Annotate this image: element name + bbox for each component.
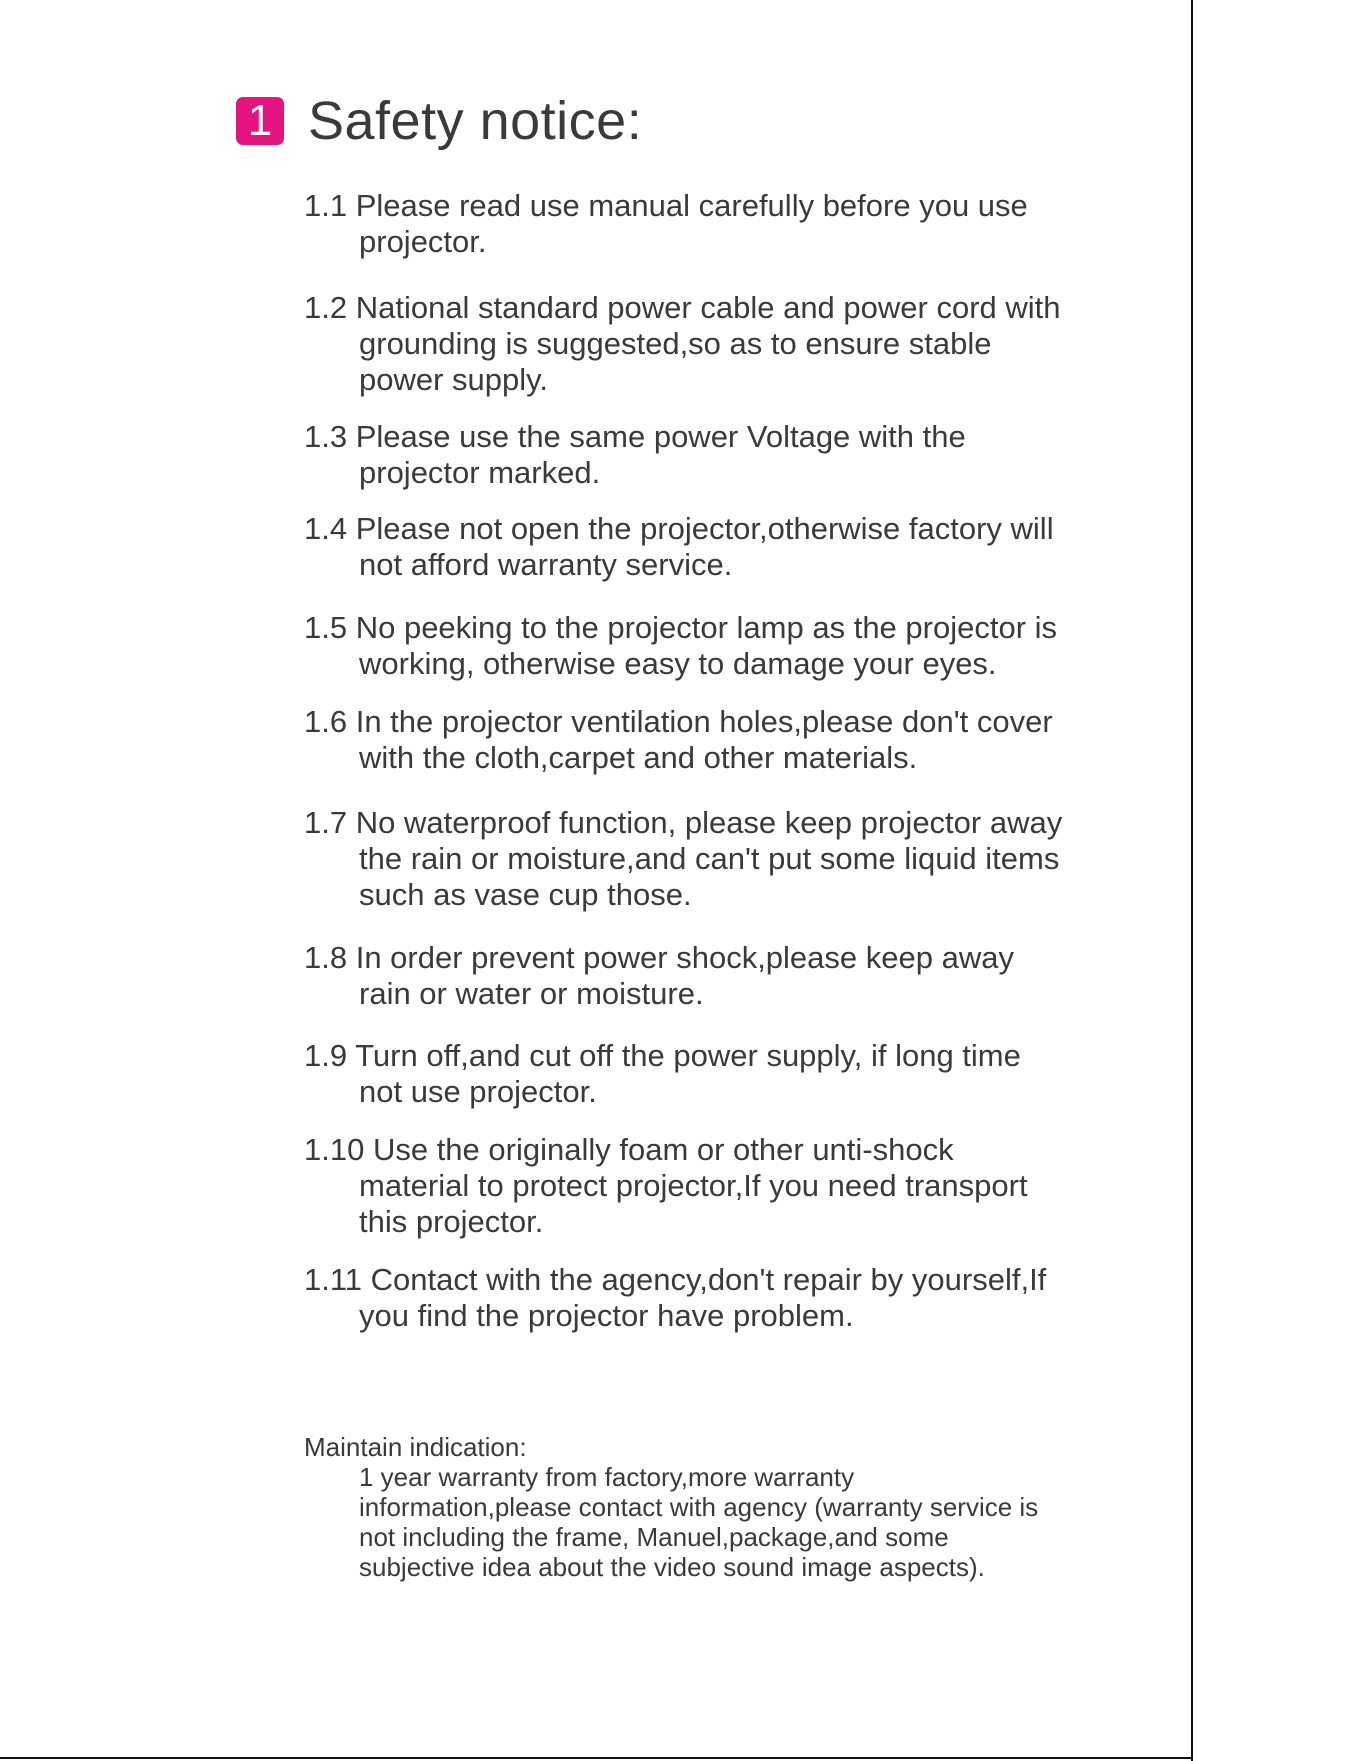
notice-line: you find the projector have problem. bbox=[359, 1298, 854, 1333]
notice-line: 1.11 Contact with the agency,don't repair by yourself,If bbox=[304, 1262, 1047, 1297]
notice-line: 1.2 National standard power cable and power cord with bbox=[304, 290, 1061, 325]
notice-line: 1.3 Please use the same power Voltage with the bbox=[304, 419, 966, 454]
notice-line: power supply. bbox=[359, 362, 548, 397]
notice-line: not use projector. bbox=[359, 1074, 597, 1109]
notice-line: with the cloth,carpet and other materials. bbox=[359, 740, 918, 775]
notice-line: the rain or moisture,and can't put some liquid items bbox=[359, 841, 1060, 876]
notice-item-1-8 bbox=[304, 940, 1144, 1012]
notice-line: 1.5 No peeking to the projector lamp as the projector is bbox=[304, 610, 1058, 645]
notice-line: 1.9 Turn off,and cut off the power supply, if long time bbox=[304, 1038, 1021, 1073]
notice-item-1-9 bbox=[304, 1038, 1144, 1110]
notice-line: 1.10 Use the originally foam or other unti-shock bbox=[304, 1132, 954, 1167]
notice-item-1-2 bbox=[304, 290, 1144, 398]
notice-line: not afford warranty service. bbox=[359, 547, 733, 582]
maintain-line: information,please contact with agency (warranty service is bbox=[359, 1492, 1039, 1522]
maintain-indication bbox=[304, 1432, 1144, 1582]
notice-line: projector marked. bbox=[359, 455, 601, 490]
maintain-line: subjective idea about the video sound image aspects). bbox=[359, 1552, 985, 1582]
notice-line: 1.7 No waterproof function, please keep projector away bbox=[304, 805, 1063, 840]
notice-item-1-6 bbox=[304, 704, 1144, 776]
maintain-heading: Maintain indication: bbox=[304, 1432, 527, 1462]
maintain-line: not including the frame, Manuel,package,and some bbox=[359, 1522, 949, 1552]
notice-line: this projector. bbox=[359, 1204, 544, 1239]
notice-line: 1.8 In order prevent power shock,please keep away bbox=[304, 940, 1014, 975]
section-header bbox=[236, 86, 642, 156]
page-bottom-border bbox=[0, 1757, 1192, 1759]
notice-line: material to protect projector,If you need transport bbox=[359, 1168, 1028, 1203]
notice-item-1-5 bbox=[304, 610, 1144, 682]
section-number-badge: 1 bbox=[236, 97, 284, 145]
notice-item-1-3 bbox=[304, 419, 1144, 491]
section-title: Safety notice: bbox=[308, 91, 643, 151]
notice-item-1-10 bbox=[304, 1132, 1144, 1240]
notice-line: projector. bbox=[359, 224, 487, 259]
notice-line: such as vase cup those. bbox=[359, 877, 692, 912]
notice-line: 1.6 In the projector ventilation holes,please don't cover bbox=[304, 704, 1053, 739]
notice-item-1-4 bbox=[304, 511, 1144, 583]
notice-line: rain or water or moisture. bbox=[359, 976, 704, 1011]
notice-line: 1.1 Please read use manual carefully before you use bbox=[304, 188, 1028, 223]
notice-line: grounding is suggested,so as to ensure stable bbox=[359, 326, 992, 361]
notice-item-1-7 bbox=[304, 805, 1144, 913]
maintain-line: 1 year warranty from factory,more warranty bbox=[359, 1462, 855, 1492]
page-right-border bbox=[1191, 0, 1193, 1761]
notice-line: working, otherwise easy to damage your eyes. bbox=[359, 646, 997, 681]
notice-line: 1.4 Please not open the projector,otherwise factory will bbox=[304, 511, 1054, 546]
notice-item-1-11 bbox=[304, 1262, 1144, 1334]
notice-item-1-1 bbox=[304, 188, 1144, 260]
